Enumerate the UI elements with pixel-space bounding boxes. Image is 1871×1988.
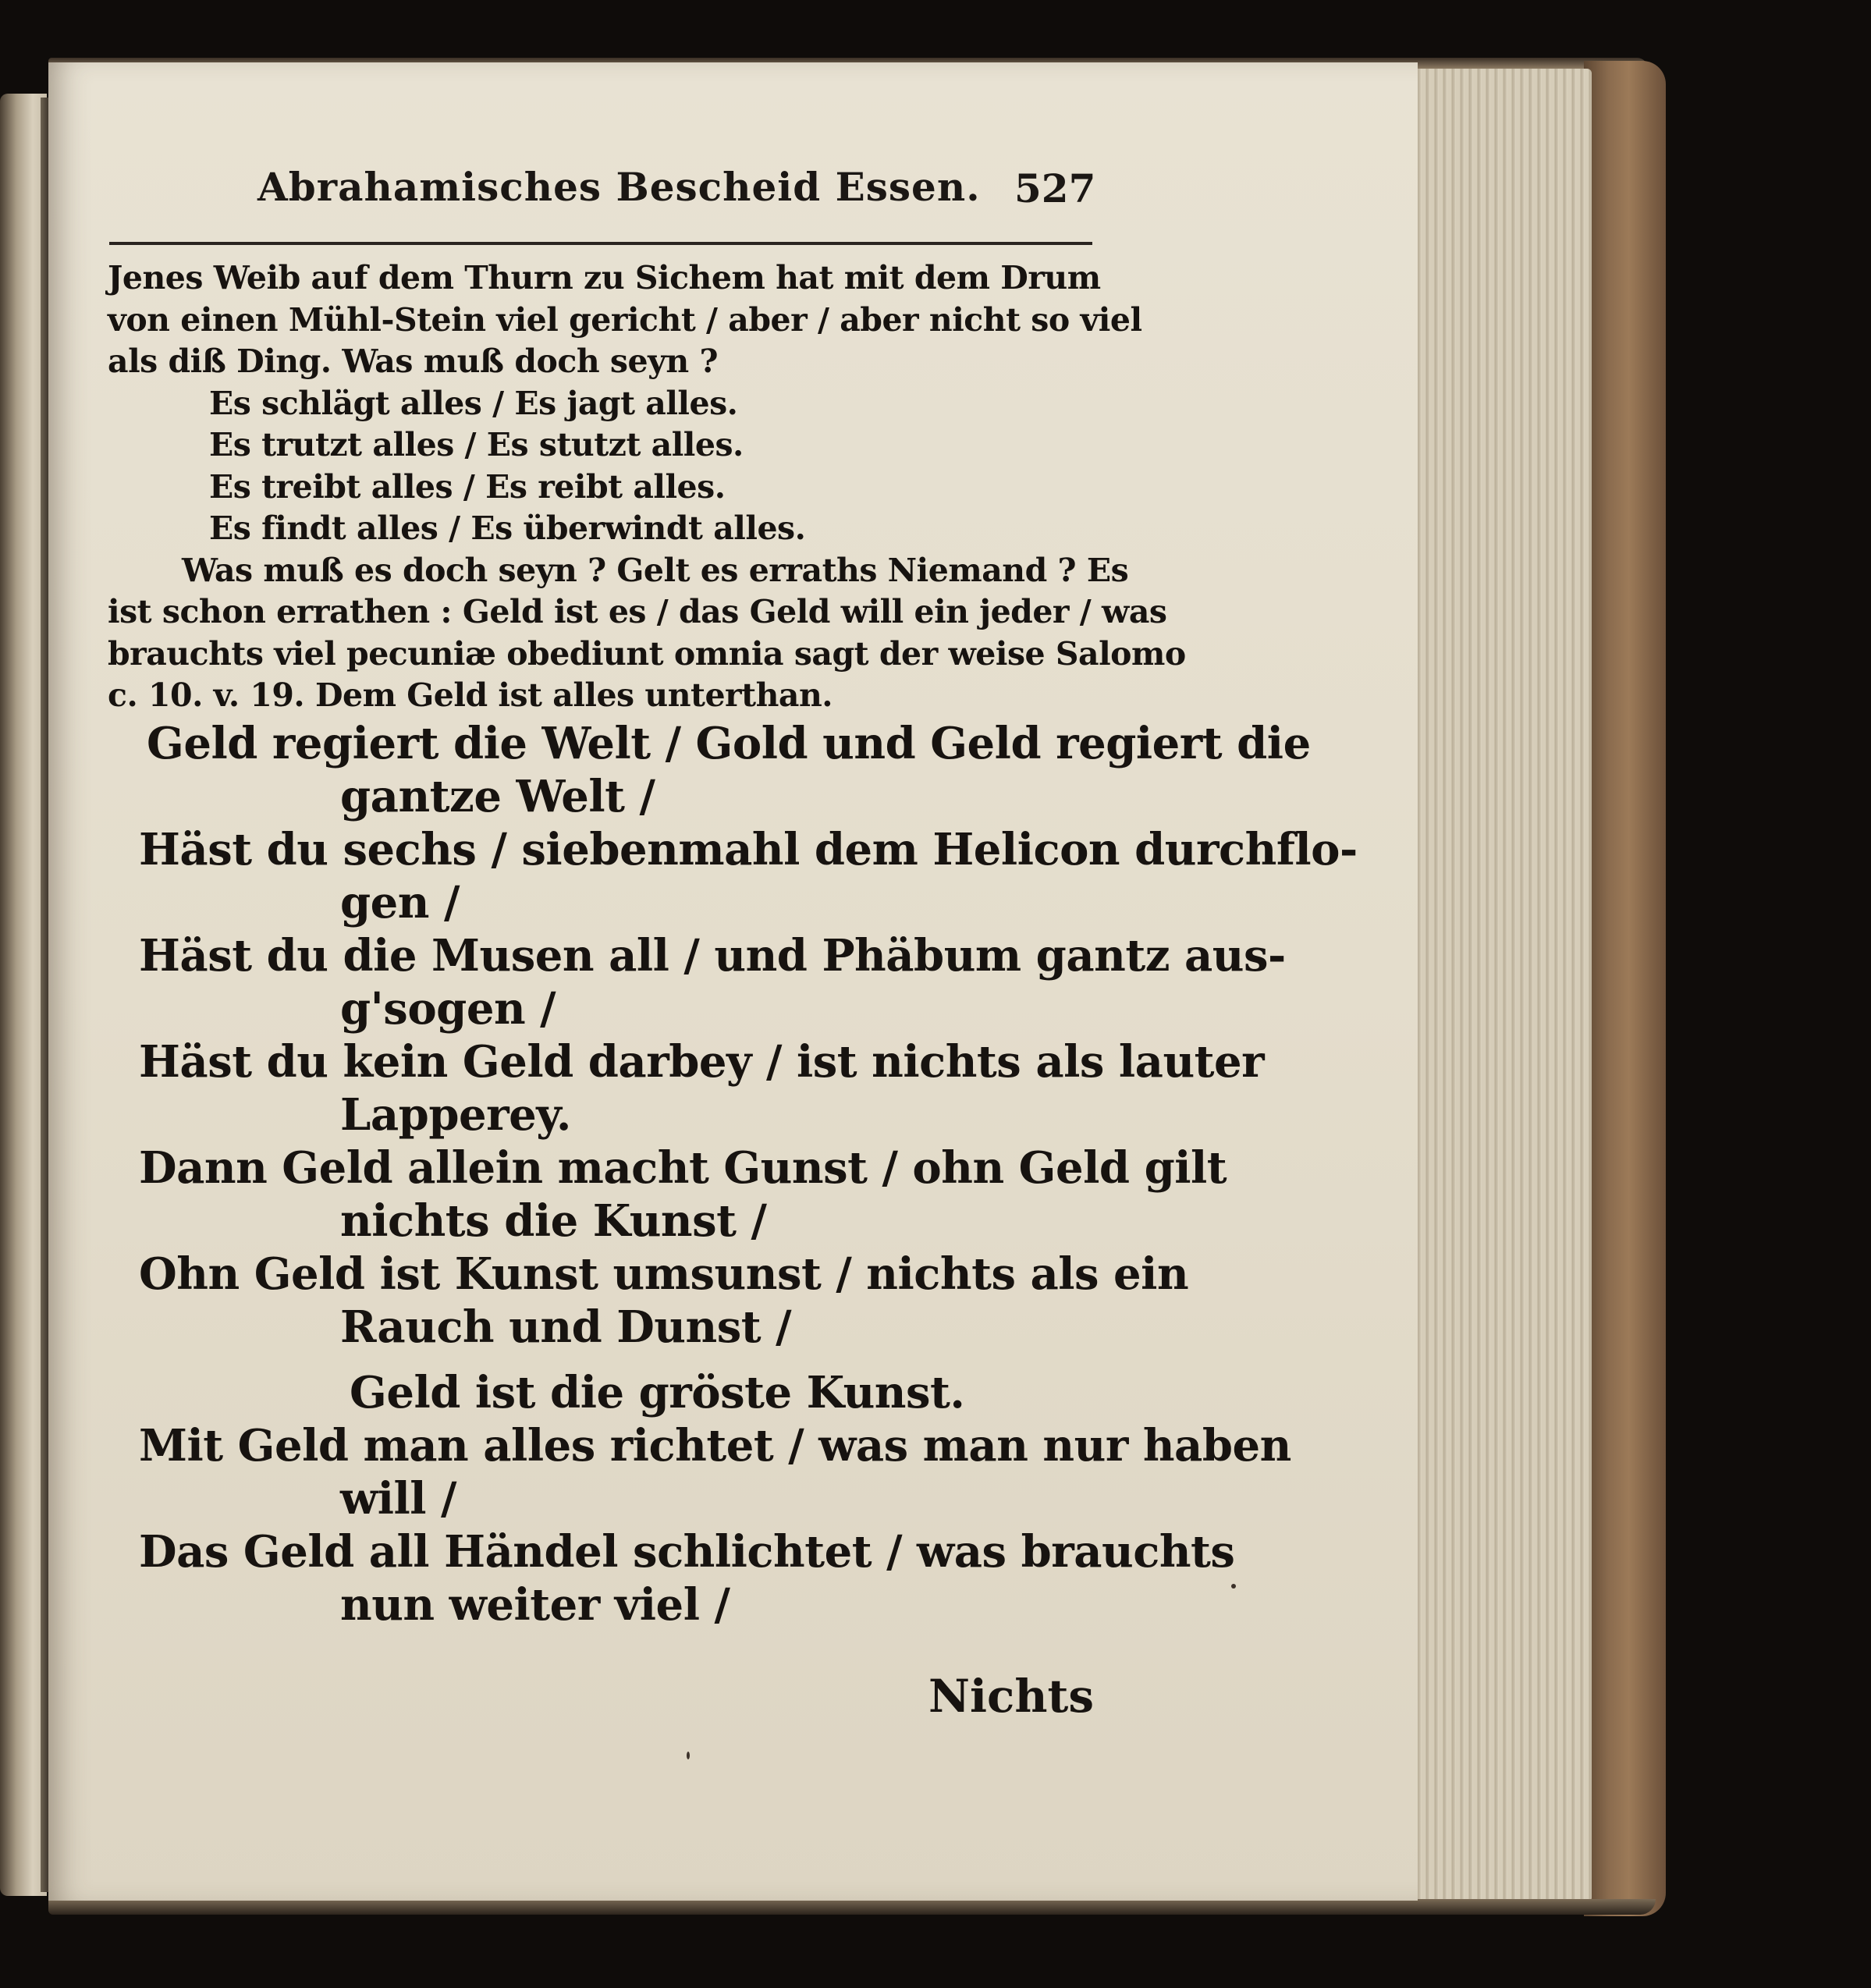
verse-line: g'sogen /: [340, 982, 556, 1035]
running-head: Abrahamisches Bescheid Essen.: [257, 164, 981, 210]
verse-line: gen /: [340, 876, 460, 928]
couplet-line: Es treibt alles / Es reibt alles.: [209, 467, 726, 506]
paper-speck: [1231, 1584, 1236, 1589]
prose-line: c. 10. v. 19. Dem Geld ist alles unterthan.: [108, 676, 833, 714]
verse-center-line: Geld ist die gröste Kunst.: [350, 1366, 965, 1418]
left-page-edge: [0, 94, 47, 1896]
prose-line: brauchts viel pecuniæ obediunt omnia sagt der weise Salomo: [108, 634, 1186, 673]
prose-line: Jenes Weib auf dem Thurn zu Sichem hat mit dem Drum: [108, 259, 1101, 296]
body-text: [108, 257, 1358, 1631]
catchword: Nichts: [928, 1670, 1094, 1723]
cover-bottom-edge: [48, 1899, 1656, 1915]
page-fore-edge: [1404, 69, 1592, 1902]
verse-line: Ohn Geld ist Kunst umsunst / nichts als ein: [139, 1248, 1189, 1300]
verse-line: Lapperey.: [340, 1088, 571, 1141]
verse-line: Mit Geld man alles richtet / was man nur haben: [139, 1419, 1291, 1471]
prose-line: von einen Mühl-Stein viel gericht / aber / aber nicht so viel: [108, 300, 1142, 339]
book-cover-edge: [1584, 61, 1666, 1916]
couplet-line: Es schlägt alles / Es jagt alles.: [209, 384, 738, 422]
verse-line: gantze Welt /: [340, 770, 655, 822]
verse-line: Häst du sechs / siebenmahl dem Helicon durchflo-: [139, 823, 1358, 875]
verse-line: Häst du die Musen all / und Phäbum gantz aus-: [139, 929, 1286, 982]
prose-line: Was muß es doch seyn ? Gelt es erraths Niemand ? Es: [182, 551, 1129, 589]
verse-line: nichts die Kunst /: [340, 1195, 767, 1247]
couplet-line: Es findt alles / Es überwindt alles.: [209, 509, 806, 547]
header-rule: [109, 242, 1092, 245]
verse-line: Das Geld all Händel schlichtet / was brauchts: [139, 1525, 1235, 1578]
paper-speck: [687, 1752, 690, 1759]
verse-line: nun weiter viel /: [340, 1578, 730, 1631]
verse-line: Dann Geld allein macht Gunst / ohn Geld gilt: [139, 1141, 1227, 1194]
prose-line: ist schon errathen : Geld ist es / das Geld will ein jeder / was: [108, 593, 1167, 630]
couplet-line: Es trutzt alles / Es stutzt alles.: [209, 426, 744, 463]
verse-line: Häst du kein Geld darbey / ist nichts als lauter: [139, 1035, 1265, 1088]
page-number: 527: [1014, 165, 1096, 211]
verse-line: will /: [340, 1472, 456, 1525]
verse-line: Rauch und Dunst /: [340, 1301, 792, 1353]
verse-line: Geld regiert die Welt / Gold und Geld regiert die: [147, 717, 1311, 769]
prose-line: als diß Ding. Was muß doch seyn ?: [108, 343, 718, 380]
